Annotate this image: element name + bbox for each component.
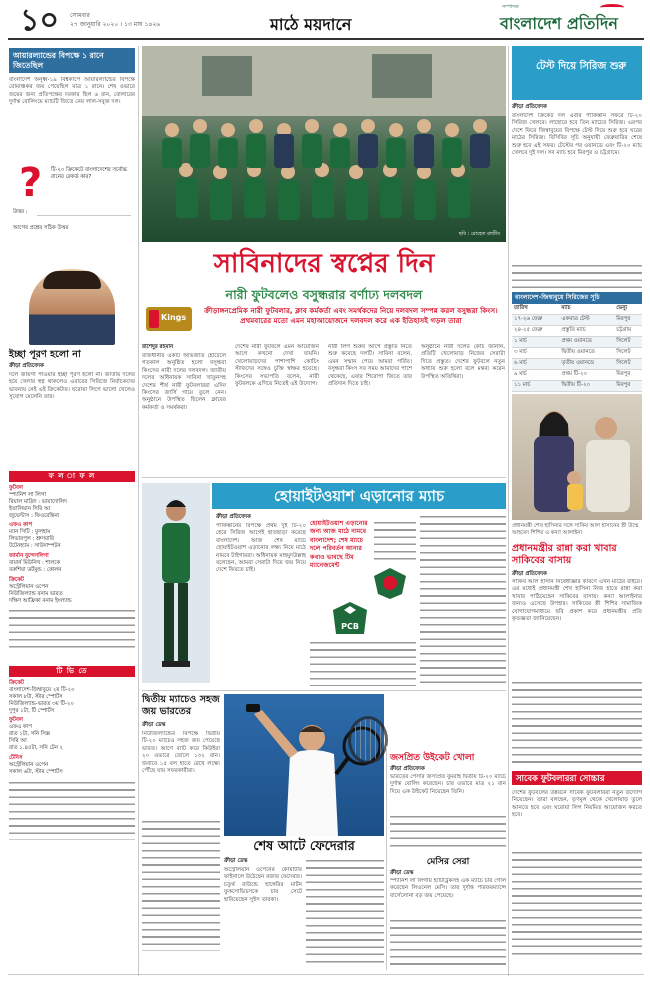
pm-headline: প্রধানমন্ত্রীর রান্না করা খাবার সাকিবের বাসায় bbox=[512, 543, 617, 566]
schedule-cell: চট্টগ্রাম bbox=[614, 326, 642, 337]
tv-line: অস্ট্রেলিয়ান ওপেন bbox=[9, 761, 49, 768]
dream-byline: ক্রীড়া প্রতিবেদক bbox=[9, 363, 44, 369]
tv-line: এফএ কাপ bbox=[9, 724, 32, 731]
dream-headline: ইচ্ছা পূরণ হলো না bbox=[9, 349, 81, 360]
brand-logo: বাংলাদেশ প্রতিদিন bbox=[500, 14, 618, 33]
lead-byline: রাশেদুর রহমান bbox=[142, 344, 174, 350]
schedule-header-cell: ভেন্যু bbox=[614, 304, 642, 315]
whitewash-quote: হোয়াইটওয়াশ এড়ানোর জন্য আজ মাঠে নামবে বাংলাদেশ; শেষ ম্যাচে দলে পরিবর্তন আনার কথাও ভাবছে টিম ম্যানেজমেন্ট bbox=[310, 520, 368, 570]
brand-tag: সম্পাদক bbox=[502, 4, 519, 10]
fixture-group bbox=[9, 553, 135, 574]
fixture-group-head: ক্রিকেট bbox=[9, 576, 24, 583]
former-headline: সাবেক ফুটবলাররা সোচ্চার bbox=[512, 771, 642, 785]
fixture-line: ম্যান সিটি : ফুলহাম bbox=[9, 529, 51, 536]
pcb-emblem-icon bbox=[330, 600, 370, 638]
test-headline: টেস্ট দিয়ে সিরিজ শুরু bbox=[512, 46, 642, 100]
cricketer-photo bbox=[142, 483, 210, 683]
fixture-group bbox=[9, 522, 135, 550]
tv-group-head: টেনিস bbox=[9, 754, 23, 761]
whitewash-body-col-1: পাকিস্তানের বিপক্ষে প্রথম দুই টি-২০ হেরে সিরিজ আগেই হাতছাড়া করেছে বাংলাদেশ। আজ শেষ ম্যাচে হোয়াইটওয়াশ এড়ানোর লক্ষ্য নিয়ে মাঠে নামবে টাইগাররা। অধিনায়ক মাহমুদউল্লাহ বলেছেন, আমরা সেরাটা দিয়ে জয় নিয়ে দেশে ফিরতে চাই। bbox=[216, 523, 306, 574]
india-headline: দ্বিতীয় ম্যাচেও সহজ জয় ভারতের bbox=[142, 694, 220, 717]
fixture-line: বায়ার্ন মিউনিখ : শালকে bbox=[9, 559, 61, 566]
fixtures-banner: ফ ল া ফ ল bbox=[9, 471, 135, 482]
cricketer-figure bbox=[142, 483, 210, 683]
whitewash-bottom-rule bbox=[142, 690, 506, 691]
tv-line: সকাল ৮টা, স্টার স্পোর্টস bbox=[9, 693, 63, 700]
schedule-cell: ২৪-২৫ ফেব্রু bbox=[512, 326, 559, 337]
header-date-line bbox=[70, 11, 160, 29]
team-photo-figures bbox=[142, 46, 506, 242]
right-column-divider bbox=[508, 46, 509, 976]
schedule-row bbox=[512, 348, 642, 359]
schedule-cell: মিরপুর bbox=[614, 370, 642, 381]
tv-line: রাত ১টা, সনি সিক্স bbox=[9, 731, 50, 738]
tv-group bbox=[9, 680, 135, 715]
whitewash-byline: ক্রীড়া প্রতিবেদক bbox=[216, 514, 251, 520]
schedule-cell: ১৭-২৬ ফেব্রু bbox=[512, 315, 559, 326]
page-header bbox=[0, 0, 650, 42]
tv-line: নিউজিল্যান্ড-ভারত ৩য় টি-২০ bbox=[9, 700, 74, 707]
schedule-table bbox=[512, 304, 642, 392]
fixture-group-head: এফএ কাপ bbox=[9, 522, 33, 529]
tv-line: দুপুর ১টা, টি স্পোর্টস bbox=[9, 707, 55, 714]
dream-body: দলে জায়গা পাওয়ার ইচ্ছা পূরণ হলো না। জাতীয় দলের হয়ে খেলার স্বপ্ন থাকলেও এবারের সিরিজে নির্বাচকদের ভাবনায় নেই এই ক্রিকেটার। ঘরোয়া লিগে ভালো খেলেও সুযোগ মেলেনি তার। bbox=[9, 371, 135, 401]
messi-byline: ক্রীড়া ডেস্ক bbox=[390, 870, 414, 876]
jaspreet-byline: ক্রীড়া প্রতিবেদক bbox=[390, 766, 425, 772]
header-rule bbox=[8, 38, 644, 40]
tv-line: সিরি আ bbox=[9, 738, 27, 745]
whitewash-body-col-3 bbox=[420, 514, 506, 686]
pm-photo-figures bbox=[512, 394, 642, 520]
lead-body-col-2: দেশের নারী ফুটবলে এমন আয়োজন আগে কখনো দেখা যায়নি। খেলোয়াড়দের পাশাপাশি কোচিং স্টাফদের সঙ্গেও চুক্তি স্বাক্ষর হয়েছে। কিংসের সভাপতি বলেন, নারী ফুটবলকে এগিয়ে নিতেই এই উদ্যোগ। bbox=[235, 344, 319, 388]
svg-text:PCB: PCB bbox=[341, 622, 359, 631]
lead-body-col-3: নারী লিগ শুরুর আগে প্রস্তুতি নিতে শুরু করেছে দলটি। সাবিনা বলেন, এমন সম্মান পেয়ে আমরা গর্বিত। বসুন্ধরা কিংস সব সময় আমাদের পাশে থেকেছে, এবার শিরোপা জিতে তার প্রতিদান দিতে চাই। bbox=[328, 344, 412, 388]
series-schedule bbox=[512, 292, 642, 392]
tv-more bbox=[9, 780, 135, 840]
pm-body: সাকিব আল হাসান নিষেধাজ্ঞার কারণে এখন মাঠের বাইরে। এর মধ্যেই প্রধানমন্ত্রী শেখ হাসিনা নিজ হাতে রান্না করা খাবার পাঠিয়েছেন সাকিবের বাসায়। কন্যা আলাইনার জন্যও এসেছে উপহার। সাকিবের স্ত্রী শিশির সামাজিক যোগাযোগমাধ্যমে ছবি প্রকাশ করে প্রধানমন্ত্রীর প্রতি কৃতজ্ঞতা জানিয়েছেন। bbox=[512, 579, 642, 623]
federer-figure bbox=[224, 694, 384, 836]
whitewash-body-col-2 bbox=[374, 520, 416, 564]
tv-line: বাংলাদেশ-জিম্বাবুয়ে ২য় টি-২০ bbox=[9, 686, 75, 693]
tv-banner: টি ভি তে bbox=[9, 666, 135, 677]
jaspreet-headline: জসপ্রিত উইকেট খোলা bbox=[390, 753, 475, 763]
tv-group bbox=[9, 717, 135, 752]
federer-body-more bbox=[306, 858, 384, 966]
section-title: মাঠে ময়দানে bbox=[270, 15, 352, 34]
tv-group bbox=[9, 755, 135, 776]
federer-headline: শেষ আটে ফেদেরার bbox=[253, 839, 355, 854]
fixture-group bbox=[9, 577, 135, 605]
schedule-cell: প্রথম ওয়ানডে bbox=[559, 337, 614, 348]
india-body: নিউজিল্যান্ডের বিপক্ষে দ্বিতীয় টি-২০ ম্যাচেও সহজ জয় পেয়েছে ভারত। আগে ব্যাট করে কিউইরা ২০ ওভারে তোলে ১৩২ রান। জবাবে ১৫ বল হাতে রেখে লক্ষ্যে পৌঁছে যায় সফরকারীরা। bbox=[142, 730, 220, 774]
fixture-line: স্প্যানিশ লা লিগা bbox=[9, 491, 46, 498]
schedule-cell: সিলেট bbox=[614, 359, 642, 370]
schedule-header-cell: ম্যাচ bbox=[559, 304, 614, 315]
lead-intro: ক্রীড়াঙ্গনপ্রেমিক নারী ফুটবলার, ক্লাব কর্মকর্তা এবং সমর্থকদের নিয়ে দলবদল সম্পন্ন করল বসুন্ধরা কিংস। প্রথমবারের মতো এমন মহাআয়োজনে দলবদল করে এক ইতিহাসই গড়ল তারা bbox=[204, 306, 498, 325]
pm-byline: ক্রীড়া প্রতিবেদক bbox=[512, 571, 547, 577]
lead-headline: সাবিনাদের স্বপ্নের দিন bbox=[213, 249, 435, 279]
lead-bottom-rule bbox=[142, 477, 506, 478]
schedule-cell: দ্বিতীয় টি-২০ bbox=[559, 381, 614, 392]
fixture-line: লিভারপুল : শ্রুসবারি bbox=[9, 536, 54, 543]
pcb-logo bbox=[330, 600, 370, 638]
schedule-cell: প্রস্তুতি ম্যাচ bbox=[559, 326, 614, 337]
photo-credit: ছবি : রোহেত রাজীব bbox=[458, 231, 500, 237]
schedule-cell: মিরপুর bbox=[614, 315, 642, 326]
schedule-cell: ৬ মার্চ bbox=[512, 359, 559, 370]
lead-subheadline: নারী ফুটবলেও বসুন্ধরার বর্ণাঢ্য দলবদল bbox=[225, 287, 423, 302]
former-body-more bbox=[512, 850, 642, 960]
schedule-cell: একমাত্র টেস্ট bbox=[559, 315, 614, 326]
federer-byline: ক্রীড়া ডেস্ক bbox=[224, 858, 248, 864]
fixture-line: জুভেন্টাস : ফিওরেন্তিনা bbox=[9, 512, 60, 519]
quiz-box bbox=[9, 157, 135, 269]
schedule-row bbox=[512, 370, 642, 381]
schedule-row bbox=[512, 381, 642, 392]
schedule-cell: ৩ মার্চ bbox=[512, 348, 559, 359]
schedule-title: বাংলাদেশ-জিম্বাবুয়ে সিরিজের সূচি bbox=[512, 292, 642, 304]
fixture-line: নিউজিল্যান্ড বনাম ভারত bbox=[9, 590, 63, 597]
lead-body-col-1: রাজধানীর একটি অভিজাত হোটেলে গতকাল অনুষ্ঠিত হলো বসুন্ধরা কিংসের নারী দলের দলবদল। জাতীয় দলের অধিনায়ক সাবিনা খাতুনসহ দেশের শীর্ষ নারী ফুটবলাররা এদিন কিংসের জার্সি গায়ে তুলে নেন। অনুষ্ঠানে উপস্থিত ছিলেন ক্লাবের কর্মকর্তা ও সমর্থকরা। bbox=[142, 353, 226, 411]
ireland-article-body: বাংলাদেশ অনূর্ধ্ব-১৯ বিশ্বকাপে আয়ারল্যান্ডের বিপক্ষে রোমাঞ্চকর জয় পেয়েছিল মাত্র ১ রানে। শেষ ওভারে জয়ের জন্য প্রতিপক্ষের দরকার ছিল ৬ রান, বোলারের দুর্দান্ত বোলিংয়ে ম্যাচটি জিতে নেয় লাল-সবুজ দল। bbox=[9, 77, 135, 106]
quiz-answer-line bbox=[37, 215, 131, 216]
schedule-cell: মিরপুর bbox=[614, 381, 642, 392]
page-number: ১০ bbox=[20, 3, 59, 38]
schedule-cell: তৃতীয় ওয়ানডে bbox=[559, 359, 614, 370]
former-body: দেশের ফুটবলের উন্নয়নে সাবেক ফুটবলাররা নতুন উদ্যোগ নিয়েছেন। তারা বলছেন, তৃণমূল থেকে খেলোয়াড় তুলে আনতে হবে এবং ঘরোয়া লিগ নিয়মিত আয়োজন করতে হবে। bbox=[512, 790, 642, 819]
tv-group-head: ফুটবল bbox=[9, 717, 23, 724]
schedule-cell: ১১ মার্চ bbox=[512, 381, 559, 392]
fixture-group bbox=[9, 485, 135, 520]
left-column-divider bbox=[138, 46, 139, 976]
whitewash-body-col-4 bbox=[310, 640, 416, 686]
jaspreet-body-more bbox=[390, 814, 506, 852]
fixture-line: রিয়াল মাদ্রিদ : ভায়াদোলিদ bbox=[9, 498, 68, 505]
fixtures-more bbox=[9, 608, 135, 650]
bd-cricket-logo bbox=[372, 566, 408, 600]
lower-divider bbox=[386, 746, 387, 970]
fixture-line: দক্ষিণ আফ্রিকা বনাম ইংল্যান্ড bbox=[9, 597, 72, 604]
schedule-row bbox=[512, 315, 642, 326]
kings-logo bbox=[146, 307, 192, 331]
bcb-emblem-icon bbox=[372, 566, 408, 600]
tv-group-head: ক্রিকেট bbox=[9, 679, 24, 686]
quiz-previous: আগের প্রশ্নের সঠিক উত্তর bbox=[13, 225, 69, 231]
india-article bbox=[142, 694, 220, 951]
schedule-cell: ১ মার্চ bbox=[512, 337, 559, 348]
pm-photo-caption: প্রধানমন্ত্রী শেখ হাসিনার সঙ্গে সাকিব আল হাসানের স্ত্রী উম্মে আহমেদ শিশির ও কন্যা আলাইনা bbox=[512, 523, 639, 536]
federer-photo bbox=[224, 694, 384, 836]
schedule-header-row bbox=[512, 304, 642, 315]
fixture-line: ইতালিয়ান সিরি আ bbox=[9, 505, 51, 512]
schedule-row bbox=[512, 326, 642, 337]
portrait-hair bbox=[43, 271, 101, 289]
fixtures-list bbox=[9, 482, 135, 660]
left-column bbox=[9, 48, 135, 984]
question-icon: ? bbox=[19, 160, 43, 206]
kings-crest-icon bbox=[149, 310, 159, 328]
test-body: বাংলাদেশ ক্রিকেট দল এবার পাকিস্তান সফরে টি-২০ সিরিজ খেলবে। লাহোরে হবে তিন ম্যাচের সিরিজ। এরপর দেশে ফিরে জিম্বাবুয়ের বিপক্ষে টেস্ট দিয়ে শুরু হবে ঘরের মাঠের সিরিজ। বিসিবির সূচি অনুযায়ী ফেব্রুয়ারির শেষে শুরু হবে এই সফর। টেস্টের পর ওয়ানডে এবং টি-২০ ম্যাচ খেলবে দুই দল। সব ম্যাচ হবে মিরপুর ও চট্টগ্রামে। bbox=[512, 112, 642, 156]
schedule-cell: দ্বিতীয় ওয়ানডে bbox=[559, 348, 614, 359]
kings-logo-text: Kings bbox=[161, 313, 187, 322]
messi-body-more bbox=[390, 918, 506, 966]
quiz-answer-label: উত্তর : bbox=[13, 209, 28, 215]
tennis-racket-icon bbox=[348, 716, 388, 764]
lead-article bbox=[142, 344, 506, 474]
pm-body-more bbox=[512, 680, 642, 768]
ireland-article-head: আয়ারল্যান্ডের বিপক্ষে ১ রানে জিতেছিল bbox=[9, 48, 135, 73]
india-body-more bbox=[142, 819, 220, 951]
tv-line: রাত ১.৪৫টা, সনি টেন ২ bbox=[9, 745, 64, 752]
quiz-question: টি-২০ ক্রিকেটে বাংলাদেশের সর্বোচ্চ রানের রেকর্ড কার? bbox=[51, 167, 128, 180]
schedule-cell: সিলেট bbox=[614, 337, 642, 348]
fixture-line: টটেনহ্যাম : সাউদাম্পটন bbox=[9, 543, 61, 550]
federer-body: অস্ট্রেলিয়ান ওপেনের কোয়ার্টার ফাইনালে উঠেছেন রজার ফেদেরার। চতুর্থ রাউন্ডে হাঙ্গেরির মার্টন ফুকসোভিচসকে চার সেটে হারিয়েছেন সুইস তারকা। bbox=[224, 867, 302, 903]
footer-rule bbox=[8, 974, 644, 975]
schedule-row bbox=[512, 359, 642, 370]
fixture-line: বরুশিয়া ডর্টমুন্ড : কোলন bbox=[9, 566, 62, 573]
tv-line: সকাল ৬টা, স্টার স্পোর্টস bbox=[9, 768, 63, 775]
schedule-row bbox=[512, 337, 642, 348]
test-body-more bbox=[512, 263, 642, 293]
schedule-cell: সিলেট bbox=[614, 348, 642, 359]
test-byline: ক্রীড়া প্রতিবেদক bbox=[512, 104, 547, 110]
schedule-cell: ৯ মার্চ bbox=[512, 370, 559, 381]
team-photo bbox=[142, 46, 506, 242]
fixture-group-head: জার্মান বুন্দেসলিগা bbox=[9, 553, 49, 560]
messi-body: স্প্যানিশ লা লিগায় হ্যাটট্রিকসহ এক ম্যাচে চার গোল করেছেন লিওনেল মেসি। তার দুর্দান্ত পারফরম্যান্সে বার্সেলোনা বড় জয় পেয়েছে। bbox=[390, 878, 506, 899]
jaspreet-body: ভারতের পেসার জসপ্রিত বুমরাহ দ্বিতীয় টি-২০ ম্যাচে দুর্দান্ত বোলিং করেছেন। চার ওভারে মাত্র ২১ রান দিয়ে এক উইকেট নিয়েছেন তিনি। bbox=[390, 774, 506, 795]
schedule-cell: প্রথম টি-২০ bbox=[559, 370, 614, 381]
header-date: ২৭ জানুয়ারি ২০২০ । ১৩ মাঘ ১৪২৬ bbox=[70, 21, 161, 28]
brand-swoosh bbox=[600, 4, 624, 11]
fixture-line: অস্ট্রেলিয়ান ওপেন bbox=[9, 583, 49, 590]
tv-list bbox=[9, 677, 135, 873]
pm-photo bbox=[512, 394, 642, 520]
fixture-group-head: ফুটবল bbox=[9, 484, 23, 491]
header-day: সোমবার bbox=[70, 12, 90, 19]
whitewash-headline: হোয়াইটওয়াশ এড়ানোর ম্যাচ bbox=[212, 483, 506, 509]
schedule-header-cell: তারিখ bbox=[512, 304, 559, 315]
messi-headline: মেসির সেরা bbox=[426, 857, 470, 867]
lead-body-col-4: অনুষ্ঠানে নারী দলের কোচ জানান, প্রতিটি খেলোয়াড় নিজের সেরাটা দিতে প্রস্তুত। দেশের ফুটবলে নতুন অধ্যায় শুরু হলো বলে মন্তব্য করেন উপস্থিত অতিথিরা। bbox=[421, 344, 505, 380]
player-portrait bbox=[29, 269, 115, 345]
india-byline: ক্রীড়া ডেস্ক bbox=[142, 722, 166, 728]
